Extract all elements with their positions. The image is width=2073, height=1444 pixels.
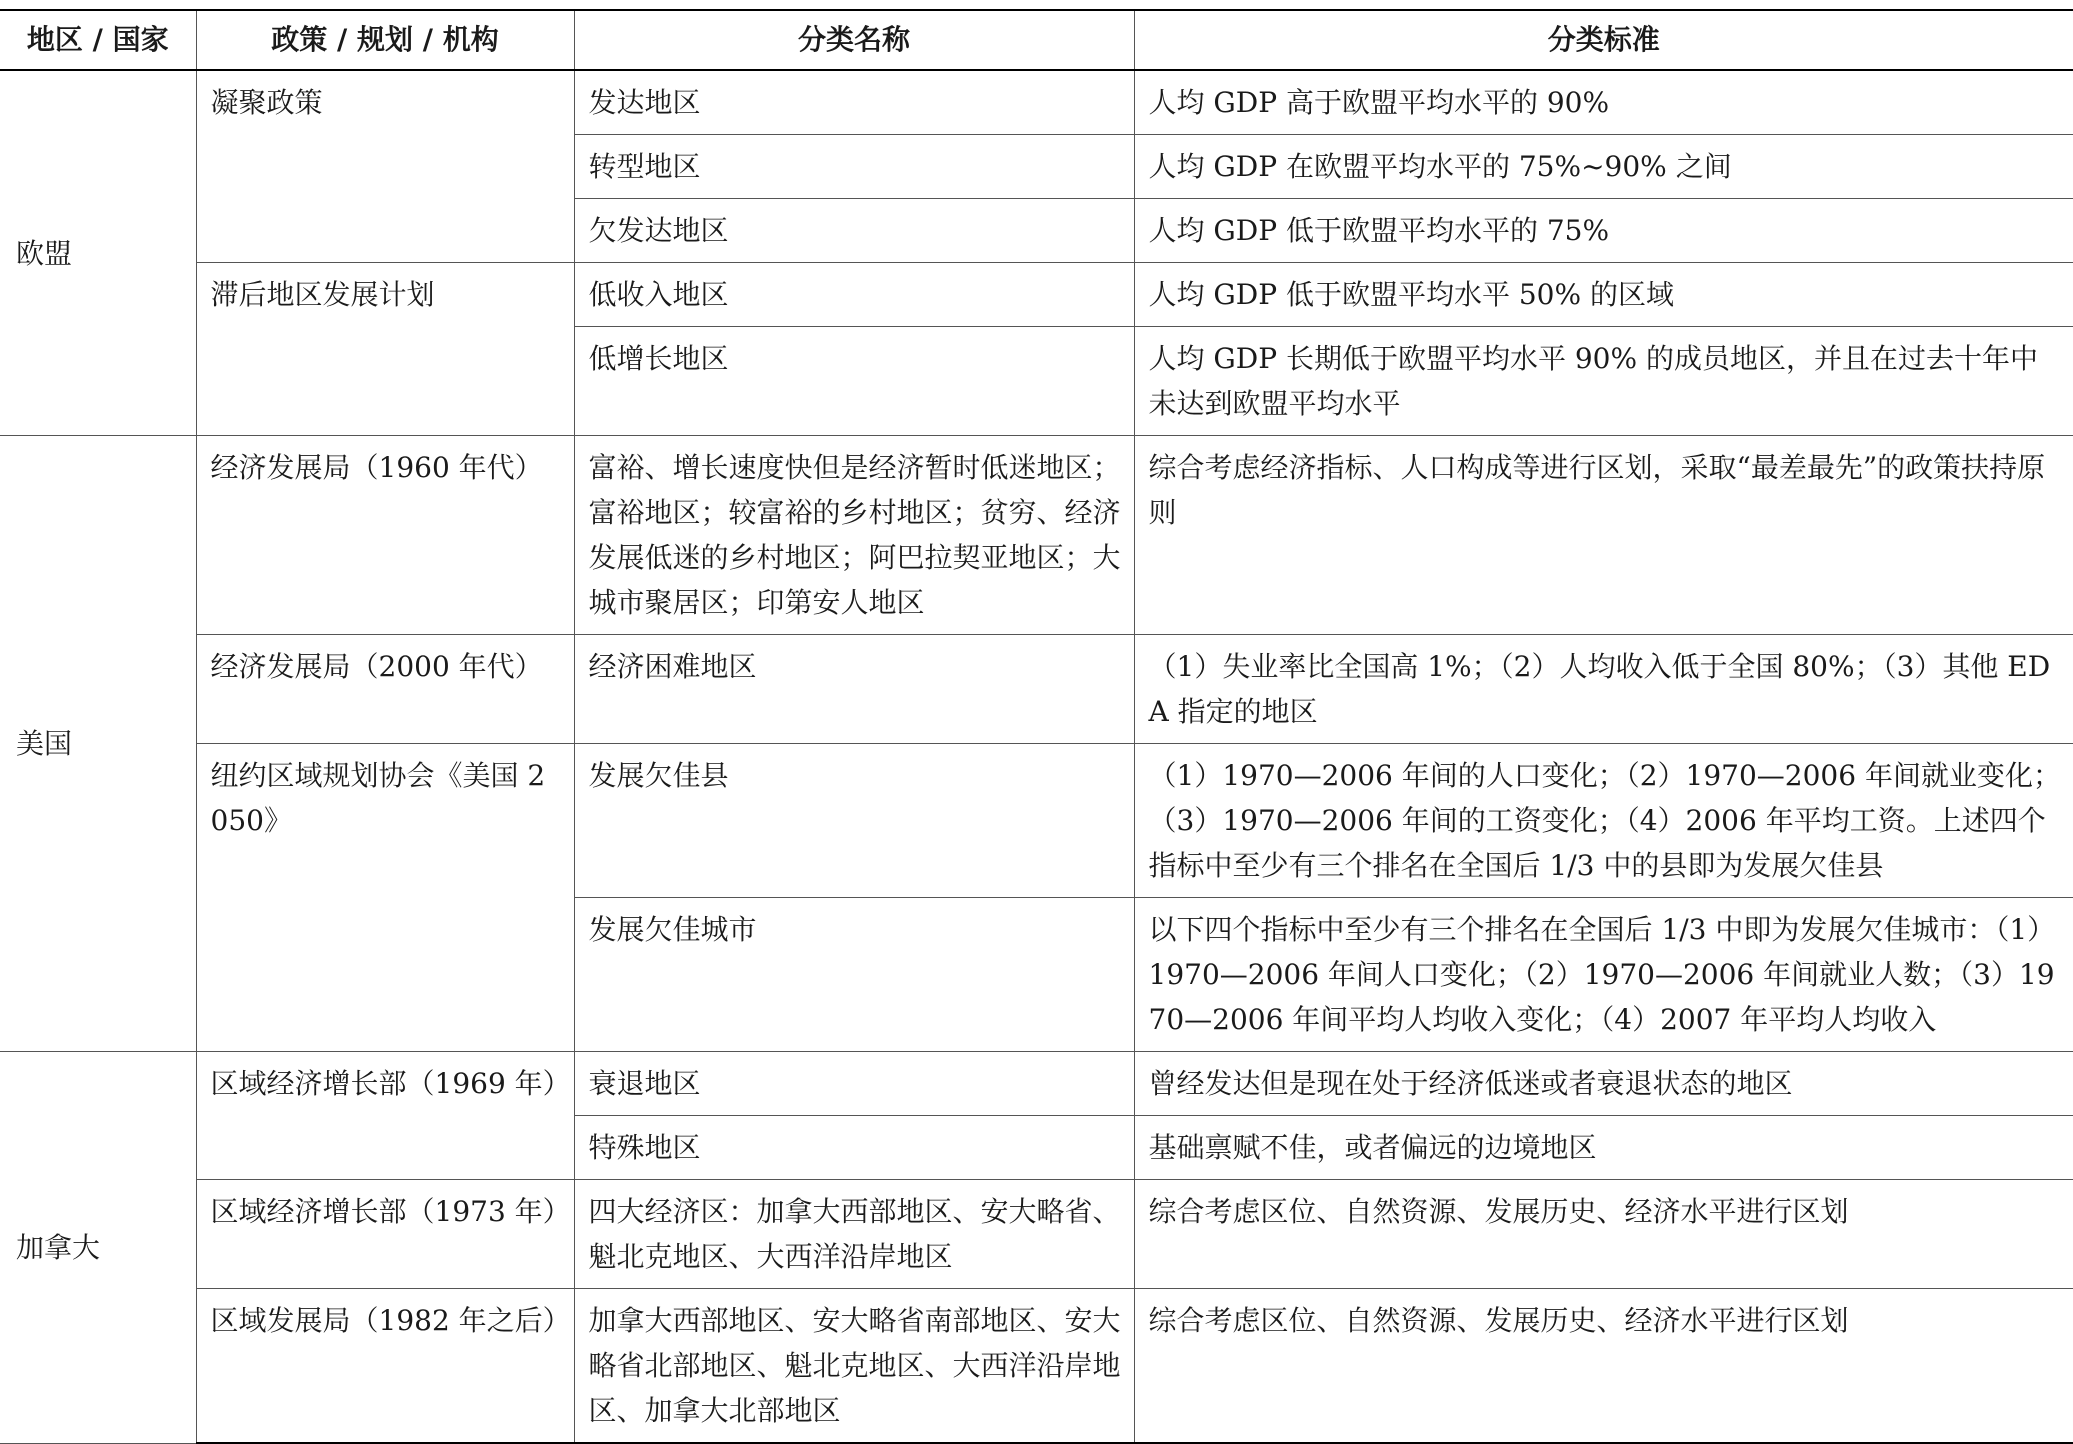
policy-cell: 纽约区域规划协会《美国 2050》 [196,744,574,1052]
category-name-cell: 发展欠佳县 [574,744,1134,898]
category-name-cell: 低收入地区 [574,263,1134,327]
category-standard-cell: 综合考虑经济指标、人口构成等进行区划，采取“最差最先”的政策扶持原则 [1134,436,2073,635]
header-row [0,10,2073,70]
table-body [0,70,2073,1443]
table-row [0,744,2073,898]
category-standard-cell: 基础禀赋不佳，或者偏远的边境地区 [1134,1116,2073,1180]
category-standard-cell: 综合考虑区位、自然资源、发展历史、经济水平进行区划 [1134,1289,2073,1444]
category-standard-cell: 曾经发达但是现在处于经济低迷或者衰退状态的地区 [1134,1052,2073,1116]
table-row [0,263,2073,327]
policy-cell: 区域经济增长部（1969 年） [196,1052,574,1180]
table-row [0,1052,2073,1116]
table-header [0,10,2073,70]
category-name-cell: 富裕、增长速度快但是经济暂时低迷地区；富裕地区；较富裕的乡村地区；贫穷、经济发展低迷的乡村地区；阿巴拉契亚地区；大城市聚居区；印第安人地区 [574,436,1134,635]
category-name-cell: 发达地区 [574,70,1134,135]
policy-cell: 经济发展局（2000 年代） [196,635,574,744]
category-standard-cell: 人均 GDP 低于欧盟平均水平的 75% [1134,199,2073,263]
region-cell-us: 美国 [0,436,196,1052]
category-name-cell: 发展欠佳城市 [574,898,1134,1052]
region-classification-table [0,9,2073,1444]
table-row [0,70,2073,135]
table-row [0,1180,2073,1289]
policy-cell: 区域经济增长部（1973 年） [196,1180,574,1289]
policy-cell: 区域发展局（1982 年之后） [196,1289,574,1444]
table-row [0,1289,2073,1444]
header-category-standard: 分类标准 [1134,10,2073,70]
region-cell-eu: 欧盟 [0,70,196,436]
category-standard-cell: 综合考虑区位、自然资源、发展历史、经济水平进行区划 [1134,1180,2073,1289]
policy-cell: 滞后地区发展计划 [196,263,574,436]
category-name-cell: 衰退地区 [574,1052,1134,1116]
category-name-cell: 加拿大西部地区、安大略省南部地区、安大略省北部地区、魁北克地区、大西洋沿岸地区、加拿大北部地区 [574,1289,1134,1444]
category-standard-cell: 以下四个指标中至少有三个排名在全国后 1/3 中即为发展欠佳城市：（1）1970—2006 年间人口变化；（2）1970—2006 年间就业人数；（3）1970—2006 年间平均人均收入变化；（4）2007 年平均人均收入 [1134,898,2073,1052]
header-region: 地区 / 国家 [0,10,196,70]
category-standard-cell: 人均 GDP 长期低于欧盟平均水平 90% 的成员地区，并且在过去十年中未达到欧盟平均水平 [1134,327,2073,436]
table-row [0,436,2073,635]
category-name-cell: 四大经济区：加拿大西部地区、安大略省、魁北克地区、大西洋沿岸地区 [574,1180,1134,1289]
category-name-cell: 欠发达地区 [574,199,1134,263]
policy-cell: 经济发展局（1960 年代） [196,436,574,635]
policy-cell: 凝聚政策 [196,70,574,263]
category-standard-cell: （1）1970—2006 年间的人口变化；（2）1970—2006 年间就业变化；（3）1970—2006 年间的工资变化；（4）2006 年平均工资。上述四个指标中至少有三个排名在全国后 1/3 中的县即为发展欠佳县 [1134,744,2073,898]
category-standard-cell: 人均 GDP 低于欧盟平均水平 50% 的区域 [1134,263,2073,327]
region-cell-canada: 加拿大 [0,1052,196,1444]
header-category-name: 分类名称 [574,10,1134,70]
category-standard-cell: （1）失业率比全国高 1%；（2）人均收入低于全国 80%；（3）其他 EDA 指定的地区 [1134,635,2073,744]
table-row [0,635,2073,744]
category-standard-cell: 人均 GDP 高于欧盟平均水平的 90% [1134,70,2073,135]
category-name-cell: 低增长地区 [574,327,1134,436]
classification-table-container [0,9,2073,1444]
category-name-cell: 经济困难地区 [574,635,1134,744]
category-standard-cell: 人均 GDP 在欧盟平均水平的 75%~90% 之间 [1134,135,2073,199]
header-policy: 政策 / 规划 / 机构 [196,10,574,70]
category-name-cell: 特殊地区 [574,1116,1134,1180]
category-name-cell: 转型地区 [574,135,1134,199]
